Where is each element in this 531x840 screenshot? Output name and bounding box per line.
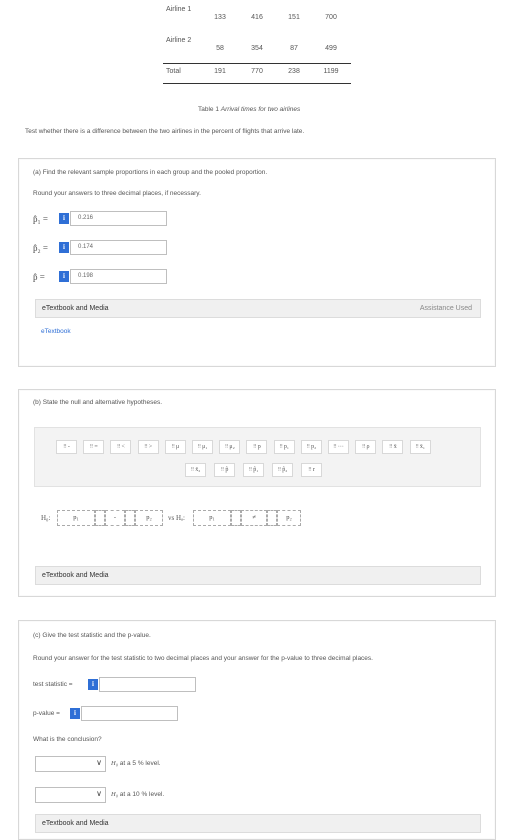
- h0-op-dropzone[interactable]: -: [105, 510, 125, 526]
- palette-token[interactable]: [355, 440, 376, 454]
- drag-handle-icon: ⠿: [89, 444, 94, 450]
- palette-token-label: =: [94, 444, 98, 450]
- cell: 191: [214, 68, 226, 75]
- etextbook-bar-label: eTextbook and Media: [42, 305, 109, 312]
- palette-token-label: >: [148, 444, 153, 450]
- cell: 151: [288, 14, 300, 21]
- table-rule: [163, 83, 351, 84]
- part-c-question: (c) Give the test statistic and the p-value.: [33, 632, 151, 639]
- pooled-p-field[interactable]: 0.198: [70, 269, 167, 284]
- palette-token[interactable]: [382, 440, 403, 454]
- palette-token-label: p̂₂: [282, 467, 288, 473]
- drag-handle-icon: ⠿: [308, 467, 312, 473]
- cell: 499: [325, 45, 337, 52]
- palette-token-label: p: [257, 444, 261, 450]
- palette-token[interactable]: [243, 463, 264, 477]
- etextbook-bar[interactable]: [35, 566, 481, 585]
- info-icon[interactable]: i: [70, 708, 80, 719]
- question-prompt: Test whether there is a difference between the two airlines in the percent of flights that arrive late.: [25, 128, 305, 135]
- part-c-panel: [18, 620, 496, 840]
- drag-handle-icon: ⠿: [224, 444, 229, 450]
- cell: 87: [290, 45, 298, 52]
- palette-token[interactable]: [214, 463, 235, 477]
- drag-handle-icon: ⠿: [190, 467, 195, 473]
- h0-label: H₀:: [41, 514, 51, 522]
- palette-token[interactable]: [165, 440, 186, 454]
- palette-token-label: μ₂: [229, 444, 235, 450]
- palette-token-label: r: [312, 467, 315, 473]
- part-b-question: (b) State the null and alternative hypotheses.: [33, 399, 162, 406]
- chevron-down-icon: ∨: [96, 789, 102, 798]
- palette-token-label: μ: [176, 444, 180, 450]
- part-a-instruction: Round your answers to three decimal places, if necessary.: [33, 190, 201, 197]
- cell: 354: [251, 45, 263, 52]
- palette-token[interactable]: [301, 463, 322, 477]
- conclusion-5pct-text: [111, 760, 161, 767]
- ha-op-dropzone[interactable]: ≠: [241, 510, 267, 526]
- palette-token-label: ···: [337, 444, 344, 450]
- cell: 133: [214, 14, 226, 21]
- drag-handle-icon: ⠿: [277, 467, 282, 473]
- palette-token[interactable]: [110, 440, 131, 454]
- h0-right-dropzone[interactable]: p₂: [135, 510, 163, 526]
- drop-handle[interactable]: [231, 510, 241, 526]
- test-statistic-label: test statistic =: [33, 681, 73, 688]
- p1-label: p̂₁ =: [33, 214, 48, 224]
- ha-label: vs Hₐ:: [168, 514, 185, 522]
- cell: 770: [251, 68, 263, 75]
- drop-handle[interactable]: [95, 510, 105, 526]
- palette-token[interactable]: [56, 440, 77, 454]
- drag-handle-icon: ⠿: [220, 467, 225, 473]
- palette-token[interactable]: [301, 440, 322, 454]
- etextbook-bar-label: eTextbook and Media: [42, 572, 109, 579]
- cell: 1199: [323, 68, 339, 75]
- row-label-airline-2: Airline 2: [166, 37, 192, 44]
- chevron-down-icon: ∨: [96, 758, 102, 767]
- info-icon[interactable]: i: [59, 242, 69, 253]
- palette-token-label: p̂: [225, 467, 229, 473]
- drag-handle-icon: ⠿: [279, 444, 283, 450]
- h0-symbol: H₀: [111, 760, 118, 767]
- etextbook-bar[interactable]: [35, 814, 481, 833]
- drop-handle[interactable]: [125, 510, 135, 526]
- drag-handle-icon: ⠿: [361, 444, 366, 450]
- palette-token-label: p̂₁: [253, 467, 259, 473]
- palette-token-label: x̄: [393, 444, 397, 450]
- drag-handle-icon: ⠿: [144, 444, 148, 450]
- cell: 700: [325, 14, 337, 21]
- conclusion-question: What is the conclusion?: [33, 736, 102, 743]
- conclusion-5pct-select[interactable]: [35, 756, 106, 772]
- cell: 416: [251, 14, 263, 21]
- part-b-body: [20, 391, 494, 595]
- p2-label: p̂₂ =: [33, 243, 48, 253]
- palette-token-label: ρ: [366, 444, 370, 450]
- palette-token[interactable]: [83, 440, 104, 454]
- part-c-instruction: Round your answer for the test statistic to two decimal places and your answer for the p-value to three decimal places.: [33, 655, 373, 662]
- pvalue-field[interactable]: [81, 706, 178, 721]
- drag-handle-icon: ⠿: [306, 444, 311, 450]
- palette-token[interactable]: [410, 440, 431, 454]
- palette-token[interactable]: [219, 440, 240, 454]
- test-statistic-field[interactable]: [99, 677, 196, 692]
- palette-token[interactable]: [328, 440, 349, 454]
- drag-handle-icon: ⠿: [333, 444, 337, 450]
- drag-handle-icon: ⠿: [171, 444, 176, 450]
- palette-token[interactable]: [185, 463, 206, 477]
- drag-handle-icon: ⠿: [197, 444, 202, 450]
- palette-token[interactable]: [272, 463, 293, 477]
- palette-token-label: p₂: [311, 444, 317, 450]
- palette-token[interactable]: [138, 440, 159, 454]
- drag-handle-icon: ⠿: [116, 444, 121, 450]
- caption-title: Arrival times for two airlines: [220, 106, 301, 113]
- palette-token-label: -: [67, 444, 70, 450]
- p2-field[interactable]: 0.174: [70, 240, 167, 255]
- pooled-p-label: p̂ =: [33, 272, 45, 282]
- etextbook-bar-label: eTextbook and Media: [42, 820, 109, 827]
- drag-handle-icon: ⠿: [248, 467, 253, 473]
- row-label-total: Total: [166, 68, 181, 75]
- etextbook-bar[interactable]: [35, 299, 481, 318]
- table-rule: [163, 63, 351, 64]
- h0-left-dropzone[interactable]: p₁: [57, 510, 95, 526]
- drag-handle-icon: ⠿: [253, 444, 257, 450]
- part-a-question: (a) Find the relevant sample proportions in each group and the pooled proportion.: [33, 169, 268, 176]
- table-caption: [198, 106, 300, 113]
- palette-token-label: <: [121, 444, 125, 450]
- h0-symbol: H₀: [111, 791, 118, 798]
- palette-token-label: μ₁: [202, 444, 208, 450]
- assistance-used-label: Assistance Used: [419, 305, 472, 312]
- palette-token-label: x̄₁: [419, 444, 425, 450]
- cell: 238: [288, 68, 300, 75]
- conclusion-10pct-select[interactable]: [35, 787, 106, 803]
- symbol-palette: [34, 427, 481, 487]
- caption-prefix: Table 1: [198, 106, 219, 113]
- palette-token-label: p₁: [283, 444, 289, 450]
- ha-right-dropzone[interactable]: p₂: [277, 510, 301, 526]
- palette-token[interactable]: [192, 440, 213, 454]
- info-icon[interactable]: i: [59, 213, 69, 224]
- info-icon[interactable]: i: [59, 271, 69, 282]
- drag-handle-icon: ⠿: [415, 444, 419, 450]
- palette-token[interactable]: [274, 440, 295, 454]
- row-label-airline-1: Airline 1: [166, 6, 192, 13]
- p1-field[interactable]: 0.216: [70, 211, 167, 226]
- pvalue-label: p-value =: [33, 710, 60, 717]
- conclusion-5pct-label: at a 5 % level.: [117, 760, 161, 767]
- conclusion-10pct-text: [111, 791, 164, 798]
- conclusion-10pct-label: at a 10 % level.: [117, 791, 165, 798]
- ha-left-dropzone[interactable]: p₁: [193, 510, 231, 526]
- drag-handle-icon: ⠿: [63, 444, 67, 450]
- drag-handle-icon: ⠿: [389, 444, 393, 450]
- cell: 58: [216, 45, 224, 52]
- palette-token-label: x̄₂: [195, 467, 201, 473]
- etextbook-link[interactable]: eTextbook: [41, 328, 71, 335]
- info-icon[interactable]: i: [88, 679, 98, 690]
- palette-token[interactable]: [246, 440, 267, 454]
- drop-handle[interactable]: [267, 510, 277, 526]
